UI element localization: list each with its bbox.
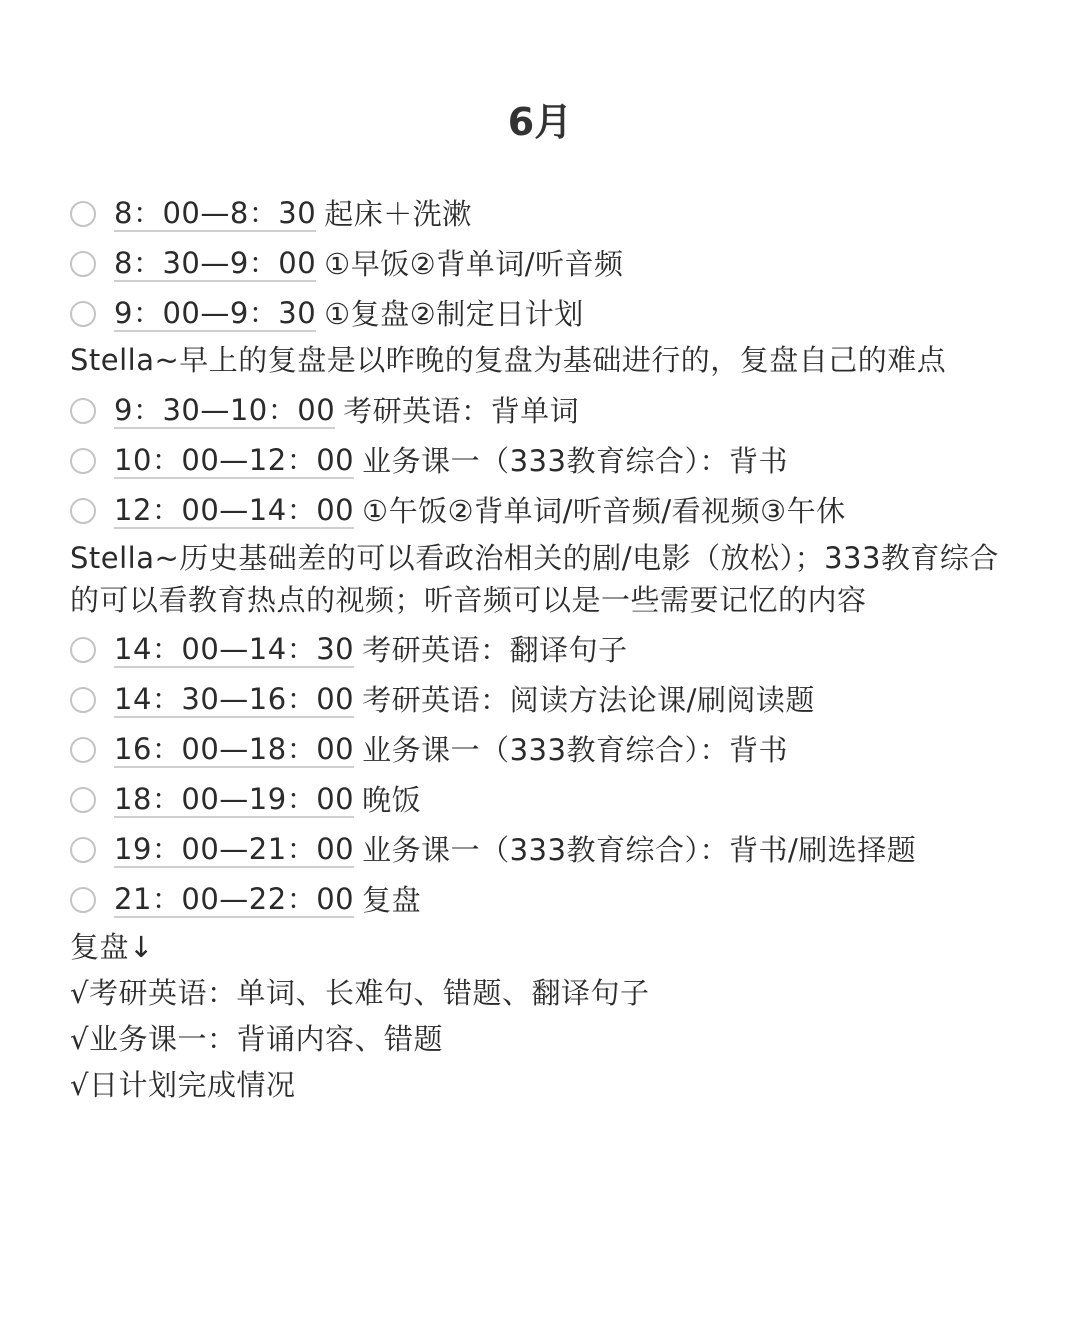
review-item: √考研英语：单词、长难句、错题、翻译句子: [70, 976, 650, 1010]
todo-time: 21：00—22：00: [114, 882, 355, 916]
checkbox-circle[interactable]: [70, 301, 96, 327]
schedule-group-midday: [0, 386, 1080, 536]
todo-item: [0, 725, 1080, 775]
todo-item: [0, 386, 1080, 436]
todo-time: 9：30—10：00: [114, 393, 336, 427]
page-title: 6月: [507, 100, 573, 144]
todo-item: [0, 825, 1080, 875]
todo-task: 业务课一（333教育综合）：背书: [362, 733, 788, 767]
todo-item: [0, 675, 1080, 725]
review-section: [0, 924, 1080, 1108]
checkbox-circle[interactable]: [70, 637, 96, 663]
todo-time: 10：00—12：00: [114, 443, 355, 477]
todo-time: 8：00—8：30: [114, 196, 317, 230]
todo-task: 起床＋洗漱: [324, 197, 472, 231]
todo-time: 18：00—19：00: [114, 782, 355, 816]
schedule-group-afternoon: [0, 625, 1080, 925]
checkbox-circle[interactable]: [70, 887, 96, 913]
todo-item: [0, 189, 1080, 239]
note-history-tips: Stella~历史基础差的可以看政治相关的剧/电影（放松）；333教育综合的可以看教育热点的视频；听音频可以是一些需要记忆的内容: [70, 541, 999, 617]
todo-time: 14：00—14：30: [114, 632, 355, 666]
note-morning-review: Stella~早上的复盘是以昨晚的复盘为基础进行的，复盘自己的难点: [70, 343, 947, 377]
checkbox-circle[interactable]: [70, 687, 96, 713]
checkbox-circle[interactable]: [70, 398, 96, 424]
schedule-group-morning: [0, 189, 1080, 339]
todo-time: 19：00—21：00: [114, 832, 355, 866]
todo-item: [0, 625, 1080, 675]
checkbox-circle[interactable]: [70, 448, 96, 474]
todo-task: 复盘: [362, 883, 422, 917]
todo-task: 业务课一（333教育综合）：背书: [362, 444, 788, 478]
todo-time: 16：00—18：00: [114, 732, 355, 766]
review-item: √日计划完成情况: [70, 1068, 296, 1102]
todo-task: ①午饭②背单词/听音频/看视频③午休: [362, 494, 846, 528]
checkbox-circle[interactable]: [70, 787, 96, 813]
checkbox-circle[interactable]: [70, 837, 96, 863]
review-heading: 复盘↓: [70, 930, 154, 964]
todo-item: [0, 239, 1080, 289]
checkbox-circle[interactable]: [70, 201, 96, 227]
todo-time: 8：30—9：00: [114, 246, 317, 280]
todo-time: 14：30—16：00: [114, 682, 355, 716]
todo-item: [0, 775, 1080, 825]
checkbox-circle[interactable]: [70, 498, 96, 524]
todo-task: 考研英语：翻译句子: [362, 633, 628, 667]
todo-task: 业务课一（333教育综合）：背书/刷选择题: [362, 833, 917, 867]
todo-time: 12：00—14：00: [114, 493, 355, 527]
todo-task: 晚饭: [362, 783, 422, 817]
review-item: √业务课一：背诵内容、错题: [70, 1022, 443, 1056]
checkbox-circle[interactable]: [70, 737, 96, 763]
todo-item: [0, 289, 1080, 339]
todo-task: 考研英语：阅读方法论课/刷阅读题: [362, 683, 815, 717]
todo-task: ①早饭②背单词/听音频: [324, 247, 624, 281]
todo-time: 9：00—9：30: [114, 296, 317, 330]
todo-item: [0, 486, 1080, 536]
todo-task: ①复盘②制定日计划: [324, 297, 584, 331]
todo-item: [0, 875, 1080, 925]
todo-task: 考研英语：背单词: [343, 394, 580, 428]
checkbox-circle[interactable]: [70, 251, 96, 277]
todo-item: [0, 436, 1080, 486]
